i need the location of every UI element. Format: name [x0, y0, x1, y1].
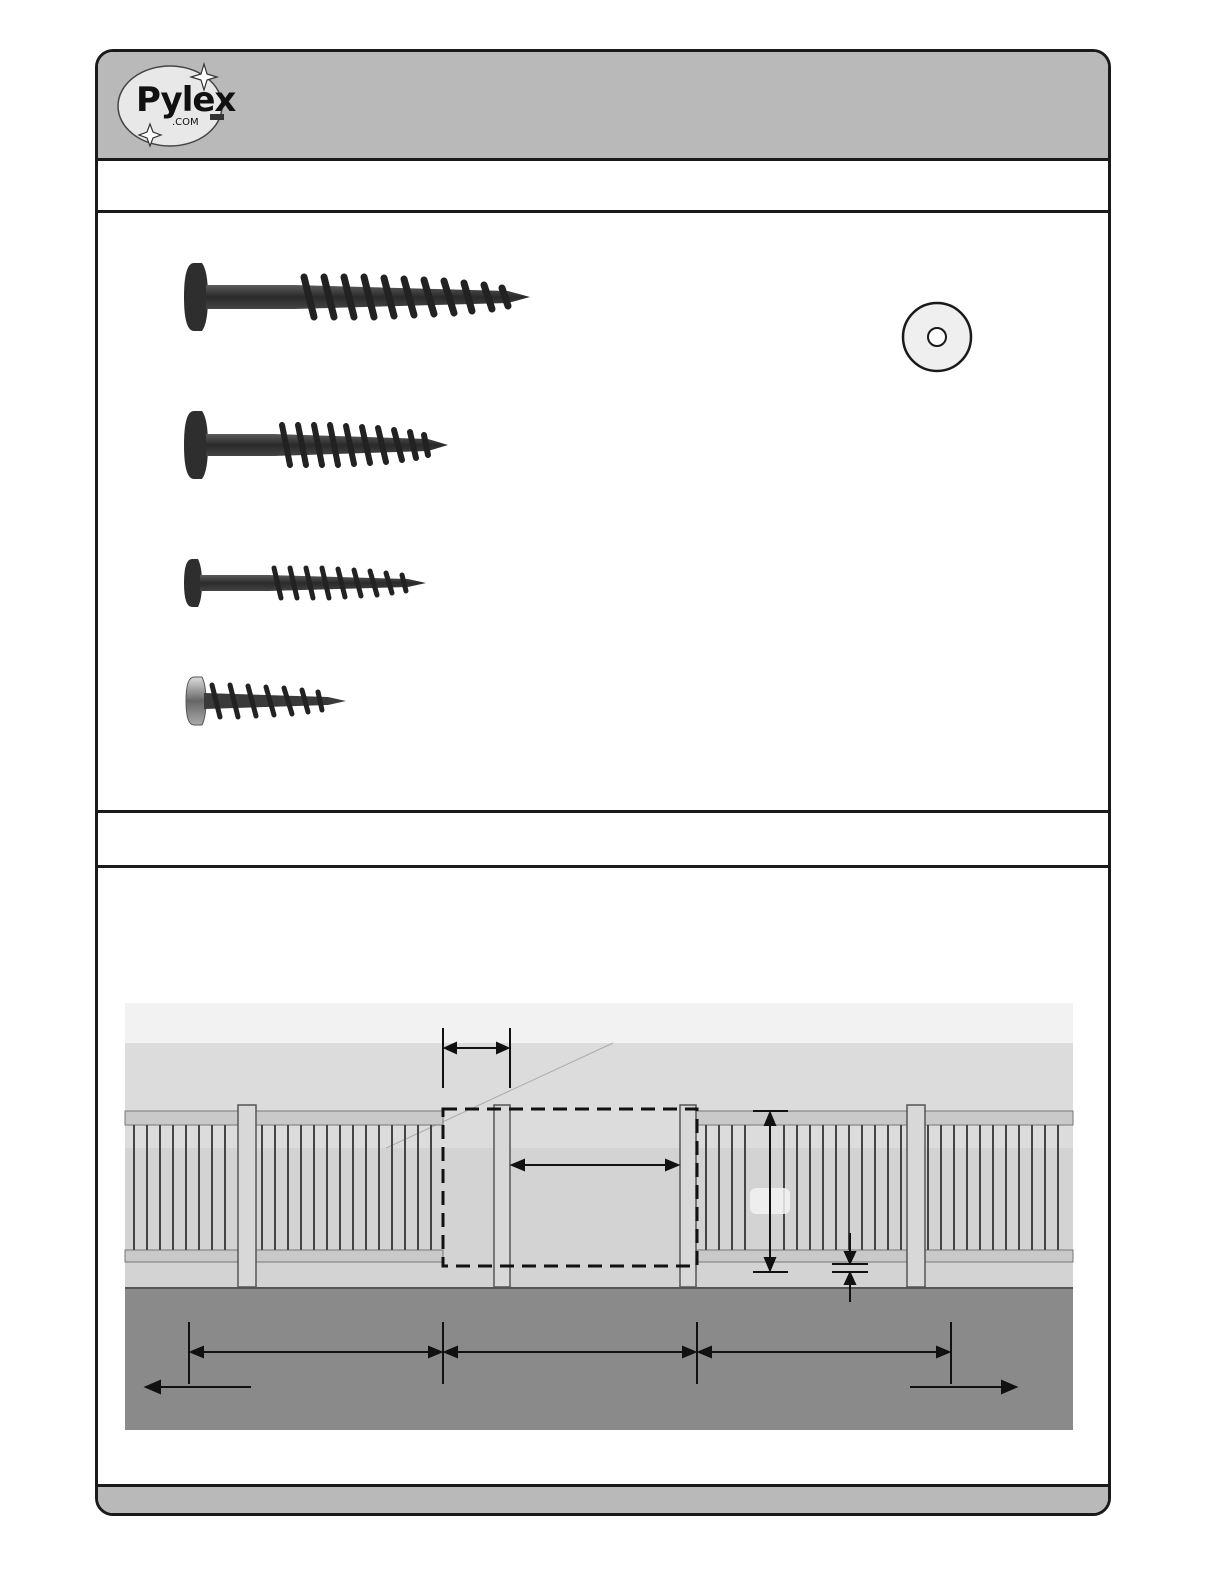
hardware-panel: [98, 213, 1108, 813]
medium-screw-icon: [184, 411, 448, 479]
layout-title-band: [98, 813, 1108, 868]
small-silver-screw-icon: [186, 677, 346, 725]
instruction-sheet: [95, 49, 1111, 1516]
long-screw-icon: [184, 263, 530, 331]
washer-icon: [903, 303, 971, 371]
fence-gate-layout-diagram: [98, 868, 1108, 1488]
footer-band: [98, 1484, 1108, 1513]
logo-subtext: .COM: [172, 117, 199, 128]
deck-surface: [125, 1288, 1073, 1430]
short-screw-icon: [184, 559, 426, 607]
pylex-logo: [114, 56, 236, 152]
logo-wordmark: Pylex: [136, 80, 236, 120]
hardware-title-band: [98, 158, 1108, 213]
layout-panel: [98, 868, 1108, 1488]
header-band: [98, 52, 1108, 161]
